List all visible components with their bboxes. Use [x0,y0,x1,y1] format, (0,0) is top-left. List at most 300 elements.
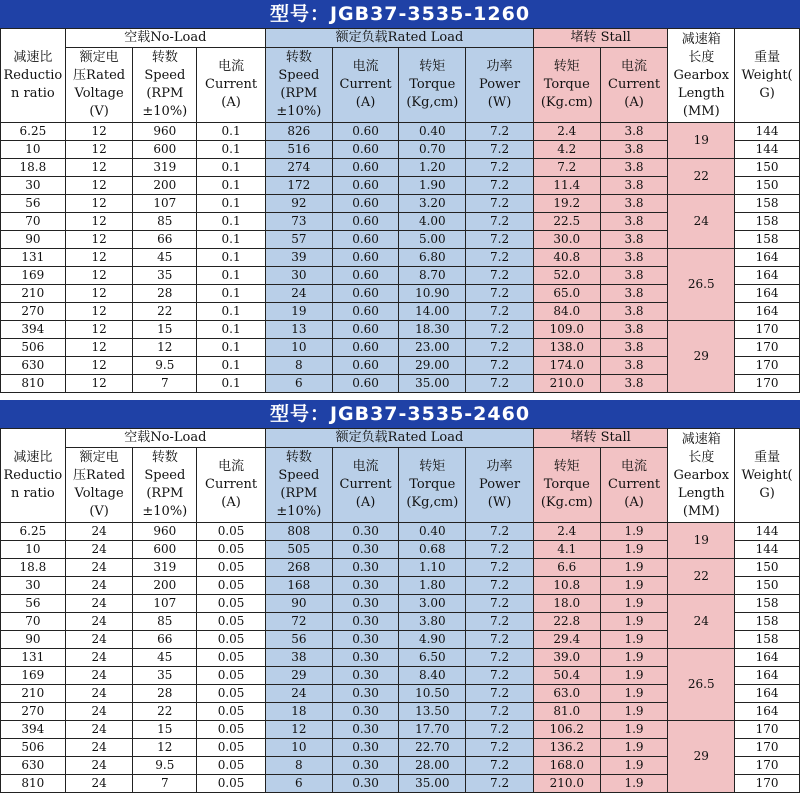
load-torque-cell: 10.50 [399,685,466,703]
header-stall-torque: 转矩 Torque (Kg.cm) [533,448,600,523]
spec-table [0,28,800,393]
header-gearbox-length: 减速箱 长度 Gearbox Length (MM) [668,429,735,523]
stall-current-cell: 1.9 [600,559,668,577]
rated-voltage-cell: 24 [65,703,133,721]
load-power-cell: 7.2 [466,159,534,177]
rated-voltage-cell: 12 [65,141,133,159]
reduction-ratio-cell: 169 [1,667,66,685]
weight-cell: 170 [735,757,800,775]
header-stall: 堵转 Stall [533,429,667,448]
weight-cell: 164 [735,267,800,285]
load-torque-cell: 29.00 [399,357,466,375]
model-title: 型号：JGB37-3535-2460 [0,400,800,428]
weight-cell: 150 [735,559,800,577]
no-load-speed-cell: 22 [133,303,197,321]
no-load-current-cell: 0.05 [197,721,266,739]
no-load-current-cell: 0.05 [197,523,266,541]
spec-table-2 [0,400,800,800]
load-torque-cell: 1.80 [399,577,466,595]
spec-table [0,428,800,793]
load-speed-cell: 268 [265,559,332,577]
load-current-cell: 0.60 [332,339,399,357]
header-load-power: 功率 Power (W) [466,48,534,123]
stall-torque-cell: 84.0 [533,303,600,321]
gearbox-length-cell: 29 [668,321,735,393]
reduction-ratio-cell: 10 [1,141,66,159]
rated-voltage-cell: 24 [65,775,133,793]
stall-torque-cell: 30.0 [533,231,600,249]
load-torque-cell: 1.90 [399,177,466,195]
header-rated-load: 额定负载Rated Load [265,29,533,48]
load-power-cell: 7.2 [466,685,534,703]
weight-cell: 170 [735,739,800,757]
load-speed-cell: 29 [265,667,332,685]
stall-current-cell: 1.9 [600,541,668,559]
load-power-cell: 7.2 [466,703,534,721]
no-load-current-cell: 0.05 [197,613,266,631]
no-load-speed-cell: 28 [133,285,197,303]
rated-voltage-cell: 24 [65,595,133,613]
stall-current-cell: 3.8 [600,339,668,357]
load-power-cell: 7.2 [466,303,534,321]
weight-cell: 170 [735,357,800,375]
stall-torque-cell: 40.8 [533,249,600,267]
rated-voltage-cell: 12 [65,177,133,195]
header-stall-current: 电流 Current (A) [600,48,668,123]
table-row [1,321,800,339]
rated-voltage-cell: 12 [65,249,133,267]
stall-torque-cell: 50.4 [533,667,600,685]
stall-torque-cell: 11.4 [533,177,600,195]
rated-voltage-cell: 24 [65,523,133,541]
weight-cell: 164 [735,685,800,703]
load-speed-cell: 6 [265,375,332,393]
weight-cell: 170 [735,721,800,739]
header-stall-current: 电流 Current (A) [600,448,668,523]
load-speed-cell: 12 [265,721,332,739]
load-speed-cell: 8 [265,357,332,375]
reduction-ratio-cell: 210 [1,685,66,703]
load-current-cell: 0.30 [332,613,399,631]
no-load-speed-cell: 28 [133,685,197,703]
load-torque-cell: 0.40 [399,523,466,541]
load-torque-cell: 18.30 [399,321,466,339]
no-load-speed-cell: 200 [133,577,197,595]
stall-torque-cell: 7.2 [533,159,600,177]
no-load-speed-cell: 600 [133,541,197,559]
load-speed-cell: 168 [265,577,332,595]
reduction-ratio-cell: 169 [1,267,66,285]
load-current-cell: 0.60 [332,267,399,285]
stall-torque-cell: 4.2 [533,141,600,159]
stall-torque-cell: 138.0 [533,339,600,357]
weight-cell: 144 [735,123,800,141]
no-load-current-cell: 0.1 [197,123,266,141]
stall-torque-cell: 22.8 [533,613,600,631]
no-load-current-cell: 0.05 [197,685,266,703]
rated-voltage-cell: 24 [65,739,133,757]
stall-torque-cell: 39.0 [533,649,600,667]
weight-cell: 158 [735,595,800,613]
load-current-cell: 0.60 [332,159,399,177]
no-load-current-cell: 0.1 [197,249,266,267]
load-power-cell: 7.2 [466,249,534,267]
load-power-cell: 7.2 [466,285,534,303]
weight-cell: 170 [735,321,800,339]
reduction-ratio-cell: 56 [1,595,66,613]
no-load-speed-cell: 600 [133,141,197,159]
load-current-cell: 0.30 [332,703,399,721]
load-power-cell: 7.2 [466,721,534,739]
header-load-torque: 转矩 Torque (Kg,cm) [399,448,466,523]
load-speed-cell: 516 [265,141,332,159]
no-load-speed-cell: 107 [133,195,197,213]
rated-voltage-cell: 24 [65,721,133,739]
stall-current-cell: 3.8 [600,249,668,267]
no-load-current-cell: 0.05 [197,667,266,685]
table-row [1,649,800,667]
load-power-cell: 7.2 [466,613,534,631]
stall-torque-cell: 109.0 [533,321,600,339]
weight-cell: 164 [735,249,800,267]
stall-current-cell: 1.9 [600,775,668,793]
weight-cell: 164 [735,285,800,303]
load-torque-cell: 8.40 [399,667,466,685]
no-load-current-cell: 0.1 [197,231,266,249]
load-torque-cell: 6.50 [399,649,466,667]
load-speed-cell: 30 [265,267,332,285]
stall-torque-cell: 10.8 [533,577,600,595]
stall-torque-cell: 2.4 [533,123,600,141]
no-load-current-cell: 0.05 [197,775,266,793]
stall-current-cell: 3.8 [600,231,668,249]
no-load-current-cell: 0.1 [197,285,266,303]
load-torque-cell: 3.00 [399,595,466,613]
no-load-speed-cell: 35 [133,667,197,685]
header-load-current: 电流 Current (A) [332,448,399,523]
no-load-current-cell: 0.1 [197,141,266,159]
stall-torque-cell: 4.1 [533,541,600,559]
no-load-speed-cell: 7 [133,775,197,793]
reduction-ratio-cell: 131 [1,649,66,667]
load-speed-cell: 92 [265,195,332,213]
reduction-ratio-cell: 6.25 [1,523,66,541]
load-torque-cell: 0.40 [399,123,466,141]
stall-torque-cell: 106.2 [533,721,600,739]
weight-cell: 150 [735,577,800,595]
header-weight: 重量 Weight( G) [735,429,800,523]
no-load-speed-cell: 15 [133,321,197,339]
stall-current-cell: 3.8 [600,123,668,141]
load-power-cell: 7.2 [466,213,534,231]
load-current-cell: 0.30 [332,559,399,577]
reduction-ratio-cell: 70 [1,613,66,631]
load-torque-cell: 13.50 [399,703,466,721]
rated-voltage-cell: 12 [65,213,133,231]
load-speed-cell: 505 [265,541,332,559]
load-torque-cell: 23.00 [399,339,466,357]
weight-cell: 170 [735,775,800,793]
load-torque-cell: 0.68 [399,541,466,559]
load-speed-cell: 6 [265,775,332,793]
load-current-cell: 0.30 [332,541,399,559]
load-torque-cell: 35.00 [399,375,466,393]
table-row [1,249,800,267]
load-power-cell: 7.2 [466,339,534,357]
load-speed-cell: 10 [265,339,332,357]
stall-torque-cell: 65.0 [533,285,600,303]
no-load-speed-cell: 85 [133,213,197,231]
no-load-speed-cell: 107 [133,595,197,613]
load-current-cell: 0.60 [332,177,399,195]
load-power-cell: 7.2 [466,231,534,249]
load-current-cell: 0.60 [332,123,399,141]
stall-torque-cell: 19.2 [533,195,600,213]
rated-voltage-cell: 12 [65,159,133,177]
stall-current-cell: 3.8 [600,213,668,231]
rated-voltage-cell: 24 [65,649,133,667]
load-current-cell: 0.30 [332,577,399,595]
table-row [1,595,800,613]
load-speed-cell: 38 [265,649,332,667]
header-gearbox-length: 减速箱 长度 Gearbox Length (MM) [668,29,735,123]
load-torque-cell: 1.10 [399,559,466,577]
gearbox-length-cell: 24 [668,195,735,249]
rated-voltage-cell: 24 [65,613,133,631]
rated-voltage-cell: 12 [65,195,133,213]
weight-cell: 158 [735,213,800,231]
load-current-cell: 0.60 [332,375,399,393]
stall-current-cell: 3.8 [600,177,668,195]
load-speed-cell: 808 [265,523,332,541]
header-reduction-ratio: 减速比 Reductio n ratio [1,29,66,123]
weight-cell: 164 [735,649,800,667]
load-speed-cell: 826 [265,123,332,141]
header-no-load-speed: 转数 Speed (RPM ±10%) [133,448,197,523]
stall-current-cell: 3.8 [600,375,668,393]
load-speed-cell: 24 [265,285,332,303]
load-current-cell: 0.60 [332,285,399,303]
no-load-speed-cell: 12 [133,739,197,757]
stall-current-cell: 3.8 [600,195,668,213]
header-stall: 堵转 Stall [533,29,667,48]
reduction-ratio-cell: 506 [1,339,66,357]
stall-current-cell: 1.9 [600,577,668,595]
no-load-current-cell: 0.1 [197,375,266,393]
reduction-ratio-cell: 18.8 [1,159,66,177]
no-load-current-cell: 0.1 [197,267,266,285]
load-power-cell: 7.2 [466,775,534,793]
rated-voltage-cell: 12 [65,267,133,285]
load-torque-cell: 3.80 [399,613,466,631]
rated-voltage-cell: 24 [65,757,133,775]
weight-cell: 164 [735,303,800,321]
header-reduction-ratio: 减速比 Reductio n ratio [1,429,66,523]
load-power-cell: 7.2 [466,123,534,141]
no-load-speed-cell: 45 [133,649,197,667]
reduction-ratio-cell: 270 [1,303,66,321]
no-load-speed-cell: 200 [133,177,197,195]
no-load-speed-cell: 85 [133,613,197,631]
load-torque-cell: 14.00 [399,303,466,321]
reduction-ratio-cell: 30 [1,177,66,195]
load-torque-cell: 22.70 [399,739,466,757]
stall-current-cell: 1.9 [600,523,668,541]
load-speed-cell: 13 [265,321,332,339]
load-current-cell: 0.60 [332,141,399,159]
load-speed-cell: 73 [265,213,332,231]
header-rated-load: 额定负载Rated Load [265,429,533,448]
stall-current-cell: 1.9 [600,685,668,703]
table-row [1,559,800,577]
load-power-cell: 7.2 [466,267,534,285]
reduction-ratio-cell: 630 [1,357,66,375]
no-load-current-cell: 0.1 [197,159,266,177]
rated-voltage-cell: 24 [65,559,133,577]
load-speed-cell: 90 [265,595,332,613]
header-group-row [1,429,800,448]
header-load-power: 功率 Power (W) [466,448,534,523]
load-speed-cell: 172 [265,177,332,195]
no-load-current-cell: 0.05 [197,757,266,775]
stall-current-cell: 1.9 [600,739,668,757]
reduction-ratio-cell: 394 [1,721,66,739]
no-load-current-cell: 0.1 [197,321,266,339]
gearbox-length-cell: 29 [668,721,735,793]
no-load-current-cell: 0.05 [197,703,266,721]
header-rated-voltage: 额定电 压Rated Voltage (V) [65,448,133,523]
no-load-speed-cell: 960 [133,523,197,541]
header-no-load: 空载No-Load [65,429,265,448]
table-row [1,195,800,213]
no-load-speed-cell: 9.5 [133,357,197,375]
no-load-speed-cell: 319 [133,159,197,177]
load-current-cell: 0.30 [332,739,399,757]
rated-voltage-cell: 24 [65,577,133,595]
weight-cell: 164 [735,667,800,685]
header-no-load-current: 电流 Current (A) [197,48,266,123]
load-torque-cell: 8.70 [399,267,466,285]
load-torque-cell: 0.70 [399,141,466,159]
stall-torque-cell: 168.0 [533,757,600,775]
no-load-current-cell: 0.05 [197,649,266,667]
weight-cell: 170 [735,375,800,393]
header-no-load-current: 电流 Current (A) [197,448,266,523]
load-current-cell: 0.60 [332,213,399,231]
header-load-current: 电流 Current (A) [332,48,399,123]
load-power-cell: 7.2 [466,375,534,393]
load-torque-cell: 5.00 [399,231,466,249]
rated-voltage-cell: 12 [65,285,133,303]
reduction-ratio-cell: 90 [1,631,66,649]
no-load-current-cell: 0.05 [197,739,266,757]
no-load-current-cell: 0.1 [197,339,266,357]
load-speed-cell: 18 [265,703,332,721]
load-power-cell: 7.2 [466,649,534,667]
rated-voltage-cell: 24 [65,685,133,703]
load-power-cell: 7.2 [466,577,534,595]
no-load-speed-cell: 45 [133,249,197,267]
load-speed-cell: 8 [265,757,332,775]
load-current-cell: 0.30 [332,631,399,649]
weight-cell: 144 [735,141,800,159]
reduction-ratio-cell: 18.8 [1,559,66,577]
stall-torque-cell: 63.0 [533,685,600,703]
header-group-row [1,29,800,48]
no-load-current-cell: 0.05 [197,595,266,613]
load-power-cell: 7.2 [466,523,534,541]
stall-torque-cell: 52.0 [533,267,600,285]
load-current-cell: 0.30 [332,595,399,613]
reduction-ratio-cell: 210 [1,285,66,303]
header-no-load: 空载No-Load [65,29,265,48]
load-power-cell: 7.2 [466,667,534,685]
load-current-cell: 0.60 [332,321,399,339]
stall-torque-cell: 2.4 [533,523,600,541]
reduction-ratio-cell: 630 [1,757,66,775]
header-load-torque: 转矩 Torque (Kg,cm) [399,48,466,123]
load-torque-cell: 28.00 [399,757,466,775]
stall-torque-cell: 210.0 [533,375,600,393]
rated-voltage-cell: 12 [65,303,133,321]
rated-voltage-cell: 12 [65,231,133,249]
reduction-ratio-cell: 30 [1,577,66,595]
weight-cell: 158 [735,231,800,249]
load-power-cell: 7.2 [466,631,534,649]
no-load-current-cell: 0.05 [197,631,266,649]
table-row [1,123,800,141]
header-stall-torque: 转矩 Torque (Kg.cm) [533,48,600,123]
load-current-cell: 0.60 [332,303,399,321]
stall-torque-cell: 210.0 [533,775,600,793]
no-load-speed-cell: 22 [133,703,197,721]
stall-current-cell: 1.9 [600,703,668,721]
header-weight: 重量 Weight( G) [735,29,800,123]
reduction-ratio-cell: 56 [1,195,66,213]
load-power-cell: 7.2 [466,595,534,613]
load-torque-cell: 10.90 [399,285,466,303]
weight-cell: 170 [735,339,800,357]
load-speed-cell: 19 [265,303,332,321]
load-power-cell: 7.2 [466,559,534,577]
stall-current-cell: 3.8 [600,303,668,321]
reduction-ratio-cell: 810 [1,375,66,393]
table-row [1,721,800,739]
rated-voltage-cell: 12 [65,123,133,141]
load-power-cell: 7.2 [466,321,534,339]
reduction-ratio-cell: 90 [1,231,66,249]
load-current-cell: 0.30 [332,685,399,703]
load-power-cell: 7.2 [466,177,534,195]
reduction-ratio-cell: 506 [1,739,66,757]
weight-cell: 150 [735,159,800,177]
reduction-ratio-cell: 394 [1,321,66,339]
header-no-load-speed: 转数 Speed (RPM ±10%) [133,48,197,123]
weight-cell: 164 [735,703,800,721]
no-load-current-cell: 0.1 [197,195,266,213]
no-load-current-cell: 0.1 [197,177,266,195]
stall-torque-cell: 174.0 [533,357,600,375]
load-power-cell: 7.2 [466,739,534,757]
gearbox-length-cell: 19 [668,523,735,559]
no-load-current-cell: 0.1 [197,357,266,375]
table-row [1,523,800,541]
model-title: 型号：JGB37-3535-1260 [0,0,800,28]
reduction-ratio-cell: 6.25 [1,123,66,141]
gearbox-length-cell: 22 [668,559,735,595]
gearbox-length-cell: 24 [668,595,735,649]
reduction-ratio-cell: 270 [1,703,66,721]
